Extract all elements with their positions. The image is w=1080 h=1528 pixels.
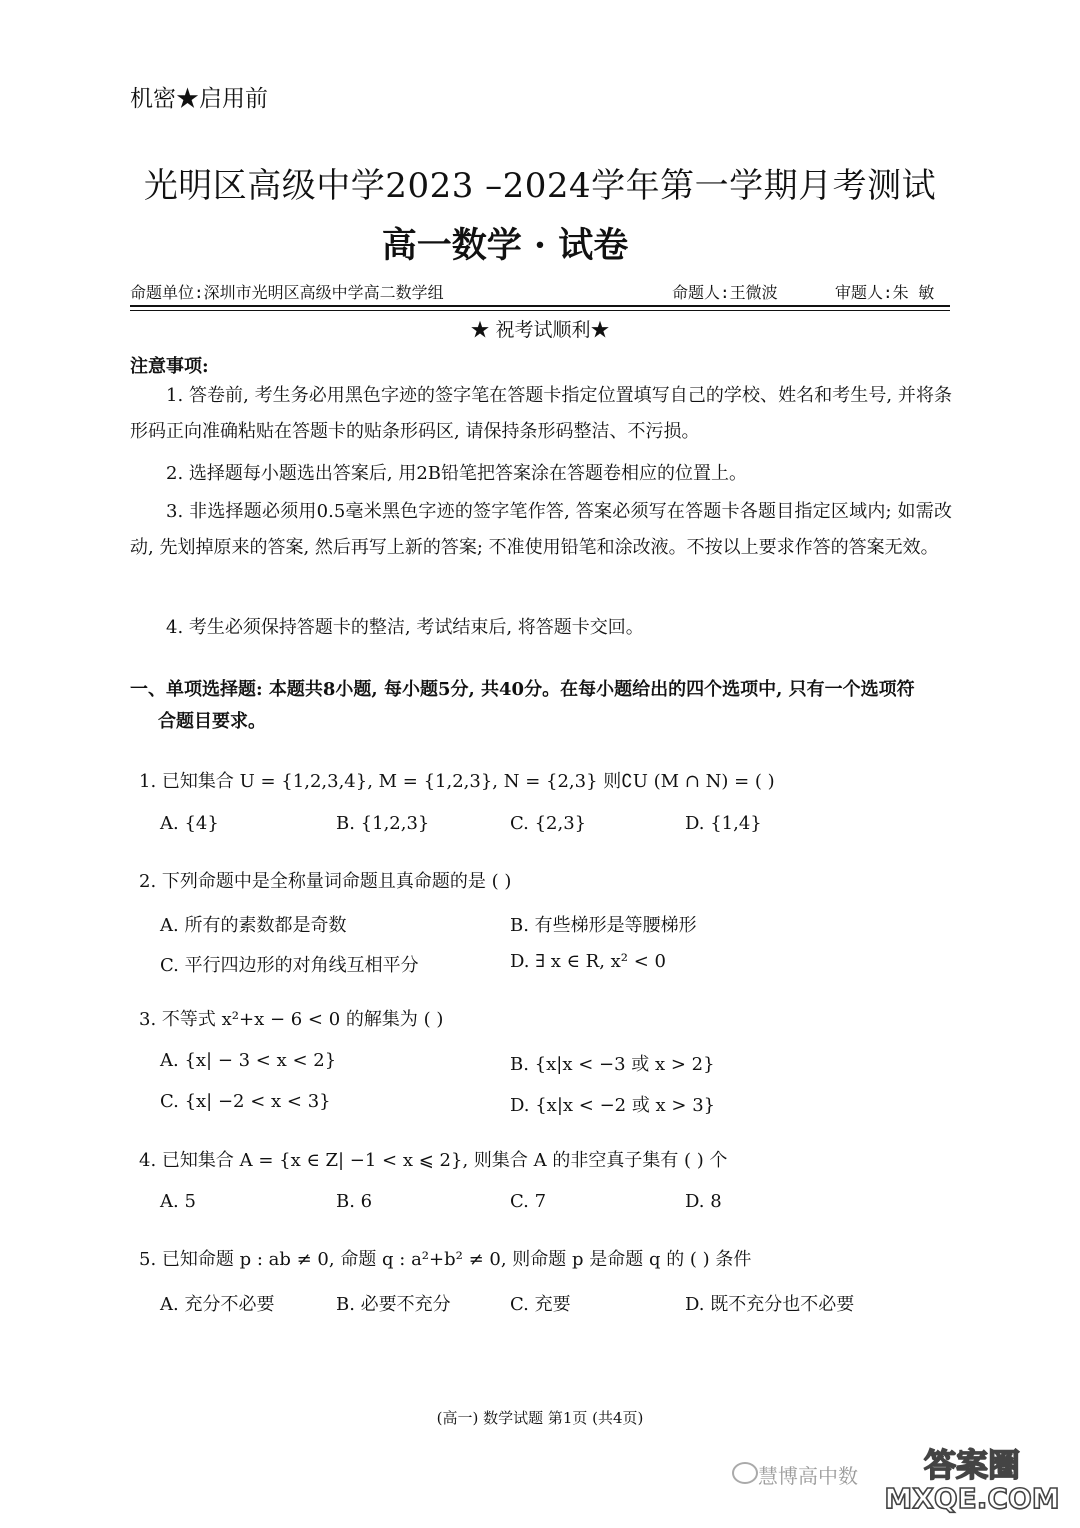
section-heading-line2: 合题目要求。 [158,711,266,732]
notes-heading: 注意事项: [130,356,209,377]
question-5-option-c: C. 充要 [510,1294,571,1315]
note-item: 2. 选择题每小题选出答案后, 用2B铅笔把答案涂在答题卷相应的位置上。 [166,463,748,484]
question-5-option-b: B. 必要不充分 [336,1294,451,1315]
watermark-logo-text: 答案圈 [923,1446,1021,1484]
question-1-option-c: C. {2,3} [510,813,587,834]
note-item: 3. 非选择题必须用0.5毫米黑色字迹的签字笔作答, 答案必须写在答题卡各题目指定区域内; 如需改动, 先划掉原来的答案, 然后再写上新的答案; 不准使用铅笔和涂改液。不按以上要求作答的答案无效。 [130,501,952,558]
section-heading [130,674,950,738]
question-3-option-a: A. {x| − 3 < x < 2} [160,1050,337,1071]
note-item: 1. 答卷前, 考生务必用黑色字迹的签字笔在答题卡指定位置填写自己的学校、姓名和考生号, 并将条形码正向准确粘贴在答题卡的贴条形码区, 请保持条形码整洁、不污损。 [130,385,952,442]
question-2-option-d: D. ∃ x ∈ R, x² < 0 [510,951,666,972]
watermark-domain: MXQE.COM [884,1482,1060,1514]
question-2-option-b: B. 有些梯形是等腰梯形 [510,915,697,936]
good-luck-banner: ★ 祝考试顺利★ [470,319,610,341]
note-item: 4. 考生必须保持答题卡的整洁, 考试结束后, 将答题卡交回。 [166,617,644,638]
header-divider [130,305,950,307]
question-5-option-d: D. 既不充分也不必要 [685,1294,855,1315]
section-heading-line1: 一、单项选择题: 本题共8小题, 每小题5分, 共40分。在每小题给出的四个选项中, 只有一个选项符 [130,679,915,700]
answer-circle-logo [882,1442,1062,1514]
header-divider-thin [130,310,950,311]
question-4-option-a: A. 5 [160,1191,196,1212]
question-3-option-d: D. {x|x < −2 或 x > 3} [510,1095,716,1116]
question-2-option-c: C. 平行四边形的对角线互相平分 [160,955,419,976]
reviewer-name: 审题人:朱 敏 [835,283,935,302]
question-1-option-a: A. {4} [160,813,219,834]
question-3-option-b: B. {x|x < −3 或 x > 2} [510,1054,715,1075]
question-4-option-c: C. 7 [510,1191,547,1212]
question-1-stem: 1. 已知集合 U = {1,2,3,4}, M = {1,2,3}, N = {2,3} 则∁U (M ∩ N) = ( ) [139,771,775,792]
question-2-stem: 2. 下列命题中是全称量词命题且真命题的是 ( ) [139,871,512,892]
setter-name: 命题人:王微波 [672,283,778,302]
question-4-stem: 4. 已知集合 A = {x ∈ Z| −1 < x ⩽ 2}, 则集合 A 的非空真子集有 ( ) 个 [139,1150,728,1171]
question-4-option-b: B. 6 [336,1191,373,1212]
setter-unit: 命题单位:深圳市光明区高级中学高二数学组 [130,283,444,302]
question-1-option-d: D. {1,4} [685,813,762,834]
exam-title: 光明区高级中学2023 –2024学年第一学期月考测试 [143,166,937,206]
watermark [732,1442,1062,1514]
exam-subtitle: 高一数学 · 试卷 [381,225,629,266]
question-2-option-a: A. 所有的素数都是奇数 [160,915,347,936]
question-1-option-b: B. {1,2,3} [336,813,430,834]
watermark-text: 慧博高中数 [758,1464,858,1488]
question-5-option-a: A. 充分不必要 [160,1294,275,1315]
question-3-stem: 3. 不等式 x²+x − 6 < 0 的解集为 ( ) [139,1009,444,1030]
page-footer: (高一) 数学试题 第1页 (共4页) [436,1409,644,1427]
wechat-icon [732,1462,758,1484]
question-5-stem: 5. 已知命题 p : ab ≠ 0, 命题 q : a²+b² ≠ 0, 则命题 p 是命题 q 的 ( ) 条件 [139,1249,752,1270]
question-4-option-d: D. 8 [685,1191,722,1212]
question-3-option-c: C. {x| −2 < x < 3} [160,1091,331,1112]
confidential-label: 机密★启用前 [130,86,268,112]
